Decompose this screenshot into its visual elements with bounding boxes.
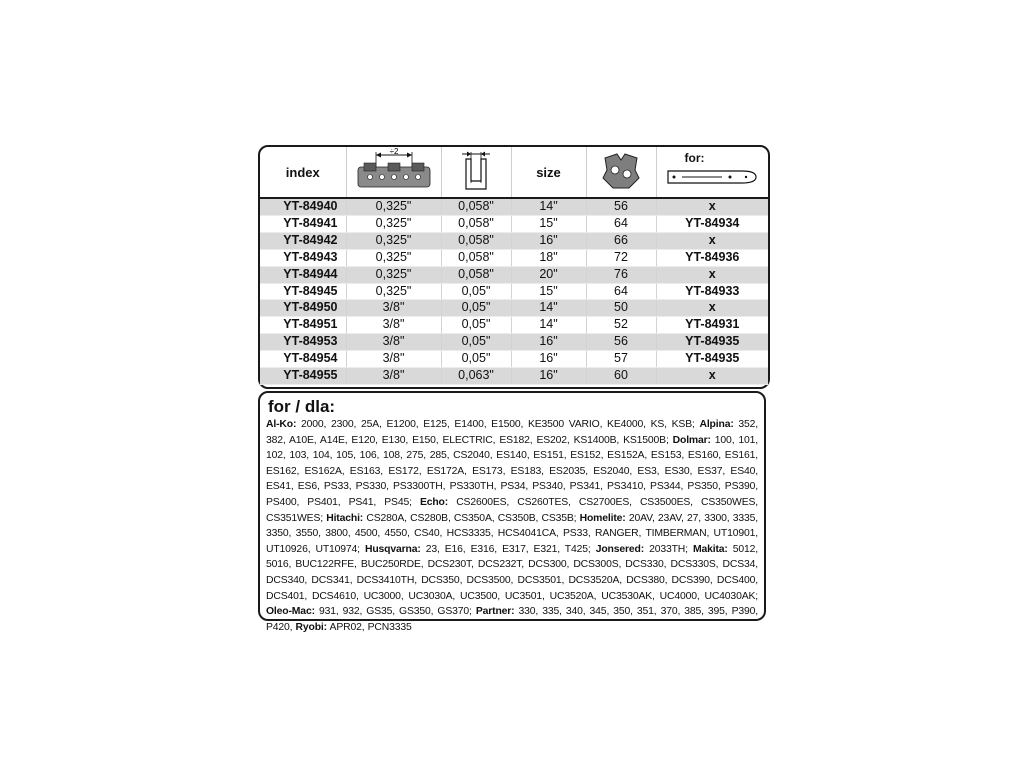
brand-name: Jonsered:	[595, 543, 645, 555]
cell-index: YT-84953	[260, 334, 346, 351]
cell-size: 16"	[511, 232, 586, 249]
model-list: CS280A, CS280B, CS350A, CS350B, CS35B;	[363, 512, 580, 524]
cell-for: YT-84936	[656, 249, 768, 266]
cell-size: 15"	[511, 215, 586, 232]
guide-bar-icon	[662, 165, 762, 189]
cell-index: YT-84942	[260, 232, 346, 249]
model-list: 931, 932, GS35, GS350, GS370;	[314, 606, 476, 618]
cell-pitch: 3/8"	[346, 334, 441, 351]
cell-pitch: 3/8"	[346, 351, 441, 368]
cell-pitch: 0,325"	[346, 198, 441, 215]
cell-index: YT-84941	[260, 215, 346, 232]
cell-gauge: 0,05"	[441, 351, 511, 368]
cell-index: YT-84944	[260, 266, 346, 283]
brand-name: Dolmar:	[672, 434, 711, 446]
model-list: 100, 101, 102, 103, 104, 105, 106, 108, 275, 285, CS2040, ES140, ES151, ES152, ES152A, ES153, ES160, ES161, ES162, ES162A, ES163, ES172, ES172A, ES173, ES183, ES2035, ES2040, ES3, ES30, ES37, ES40, ES41, ES6, PS33, PS330, PS3300TH, PS330TH, PS34, PS340, PS341, PS3410, PS344, PS350, PS390, PS400, PS401, PS41, PS45;	[266, 434, 758, 508]
cell-index: YT-84950	[260, 300, 346, 317]
table-row	[260, 232, 768, 249]
cell-pitch: 0,325"	[346, 215, 441, 232]
cell-links: 76	[586, 266, 656, 283]
cell-for: x	[656, 198, 768, 215]
cell-links: 56	[586, 334, 656, 351]
cell-gauge: 0,063"	[441, 368, 511, 385]
cell-gauge: 0,05"	[441, 334, 511, 351]
cell-gauge: 0,05"	[441, 300, 511, 317]
cell-links: 50	[586, 300, 656, 317]
table-row	[260, 351, 768, 368]
cell-index: YT-84940	[260, 198, 346, 215]
cell-links: 66	[586, 232, 656, 249]
cell-size: 14"	[511, 300, 586, 317]
cell-for: YT-84935	[656, 351, 768, 368]
cell-for: x	[656, 232, 768, 249]
model-list: 23, E16, E316, E317, E321, T425;	[420, 543, 596, 555]
cell-gauge: 0,058"	[441, 232, 511, 249]
cell-for: YT-84933	[656, 283, 768, 300]
cell-links: 57	[586, 351, 656, 368]
cell-links: 64	[586, 283, 656, 300]
cell-index: YT-84943	[260, 249, 346, 266]
cell-links: 64	[586, 215, 656, 232]
brand-name: Partner:	[475, 606, 515, 618]
compatibility-list	[266, 417, 758, 635]
model-list: 5012, 5016, BUC122RFE, BUC250RDE, DCS230T, DCS232T, DCS300, DCS300S, DCS330, DCS330S, DCS34, DCS340, DCS341, DCS3410TH, DCS350, DCS3500, DCS3501, DCS3520A, DCS380, DCS390, DCS400, DCS401, DCS4610, UC3000, UC3030A, UC3500, UC3501, UC3520A, UC3530AK, UC4000, UC4030AK;	[266, 543, 759, 602]
cell-size: 18"	[511, 249, 586, 266]
cell-gauge: 0,058"	[441, 266, 511, 283]
brand-name: Homelite:	[579, 512, 626, 524]
table-body	[260, 198, 768, 384]
drive-link-icon	[599, 150, 643, 192]
model-list: 330, 335, 340, 345, 350, 351, 370, 385, 395, P390, P420,	[266, 606, 758, 633]
brand-name: Al-Ko:	[266, 419, 297, 430]
cell-for: x	[656, 300, 768, 317]
cell-for: YT-84934	[656, 215, 768, 232]
header-index-label: index	[285, 164, 320, 180]
model-list: CS2600ES, CS260TES, CS2700ES, CS3500ES, CS350WES, CS351WES;	[266, 496, 758, 524]
table-row	[260, 300, 768, 317]
cell-gauge: 0,058"	[441, 249, 511, 266]
table-row	[260, 368, 768, 385]
cell-pitch: 3/8"	[346, 317, 441, 334]
table-row	[260, 198, 768, 215]
header-index	[260, 147, 346, 198]
cell-size: 14"	[511, 317, 586, 334]
model-list: 352, 382, A10E, A14E, E120, E130, E150, ELECTRIC, ES182, ES202, KS1400B, KS1500B;	[266, 419, 759, 446]
chain-gauge-diagram-icon	[456, 149, 496, 193]
header-pitch	[346, 147, 441, 198]
cell-links: 52	[586, 317, 656, 334]
header-gauge	[441, 147, 511, 198]
cell-for: x	[656, 266, 768, 283]
cell-index: YT-84951	[260, 317, 346, 334]
cell-links: 72	[586, 249, 656, 266]
cell-index: YT-84945	[260, 283, 346, 300]
cell-gauge: 0,058"	[441, 198, 511, 215]
table-row	[260, 249, 768, 266]
header-size-label: size	[536, 164, 561, 180]
header-size	[511, 147, 586, 198]
cell-index: YT-84954	[260, 351, 346, 368]
table-row	[260, 215, 768, 232]
table-row	[260, 266, 768, 283]
header-for	[656, 147, 768, 198]
compatibility-box	[258, 391, 766, 633]
spec-table	[260, 147, 768, 385]
cell-pitch: 0,325"	[346, 266, 441, 283]
table-header-row	[260, 147, 768, 198]
cell-size: 14"	[511, 198, 586, 215]
cell-size: 15"	[511, 283, 586, 300]
model-list: 2033TH;	[644, 543, 693, 555]
cell-pitch: 0,325"	[346, 249, 441, 266]
chain-pitch-diagram-icon	[354, 146, 434, 193]
pitch-label: ÷2	[389, 146, 398, 156]
cell-gauge: 0,058"	[441, 215, 511, 232]
compatibility-title: for / dla:	[268, 397, 336, 416]
spec-table-frame	[258, 145, 770, 389]
cell-size: 16"	[511, 351, 586, 368]
table-row	[260, 317, 768, 334]
header-links	[586, 147, 656, 198]
cell-links: 60	[586, 368, 656, 385]
brand-name: Ryobi:	[295, 621, 327, 633]
header-for-label: for:	[684, 150, 705, 165]
brand-name: Hitachi:	[326, 512, 364, 524]
table-row	[260, 283, 768, 300]
cell-gauge: 0,05"	[441, 317, 511, 334]
cell-size: 16"	[511, 368, 586, 385]
cell-for: YT-84931	[656, 317, 768, 334]
cell-size: 20"	[511, 266, 586, 283]
model-list: APR02, PCN3335	[326, 621, 412, 633]
brand-name: Alpina:	[699, 419, 734, 430]
brand-name: Makita:	[692, 543, 728, 555]
brand-name: Husqvarna:	[364, 543, 421, 555]
model-list: 2000, 2300, 25A, E1200, E125, E1400, E1500, KE3500 VARIO, KE4000, KS, KSB;	[296, 419, 700, 430]
cell-for: x	[656, 368, 768, 385]
cell-gauge: 0,05"	[441, 283, 511, 300]
brand-name: Echo:	[419, 496, 449, 508]
cell-size: 16"	[511, 334, 586, 351]
cell-pitch: 0,325"	[346, 283, 441, 300]
cell-for: YT-84935	[656, 334, 768, 351]
model-list: 20AV, 23AV, 27, 3300, 3335, 3350, 3550, 3800, 4500, 4550, CS40, HCS3335, HCS4041CA, PS33, RANGER, TIMBERMAN, UT10901, UT10926, UT10974;	[266, 512, 758, 555]
brand-name: Oleo-Mac:	[266, 606, 315, 618]
cell-pitch: 3/8"	[346, 300, 441, 317]
table-row	[260, 334, 768, 351]
cell-pitch: 3/8"	[346, 368, 441, 385]
cell-index: YT-84955	[260, 368, 346, 385]
cell-pitch: 0,325"	[346, 232, 441, 249]
cell-links: 56	[586, 198, 656, 215]
